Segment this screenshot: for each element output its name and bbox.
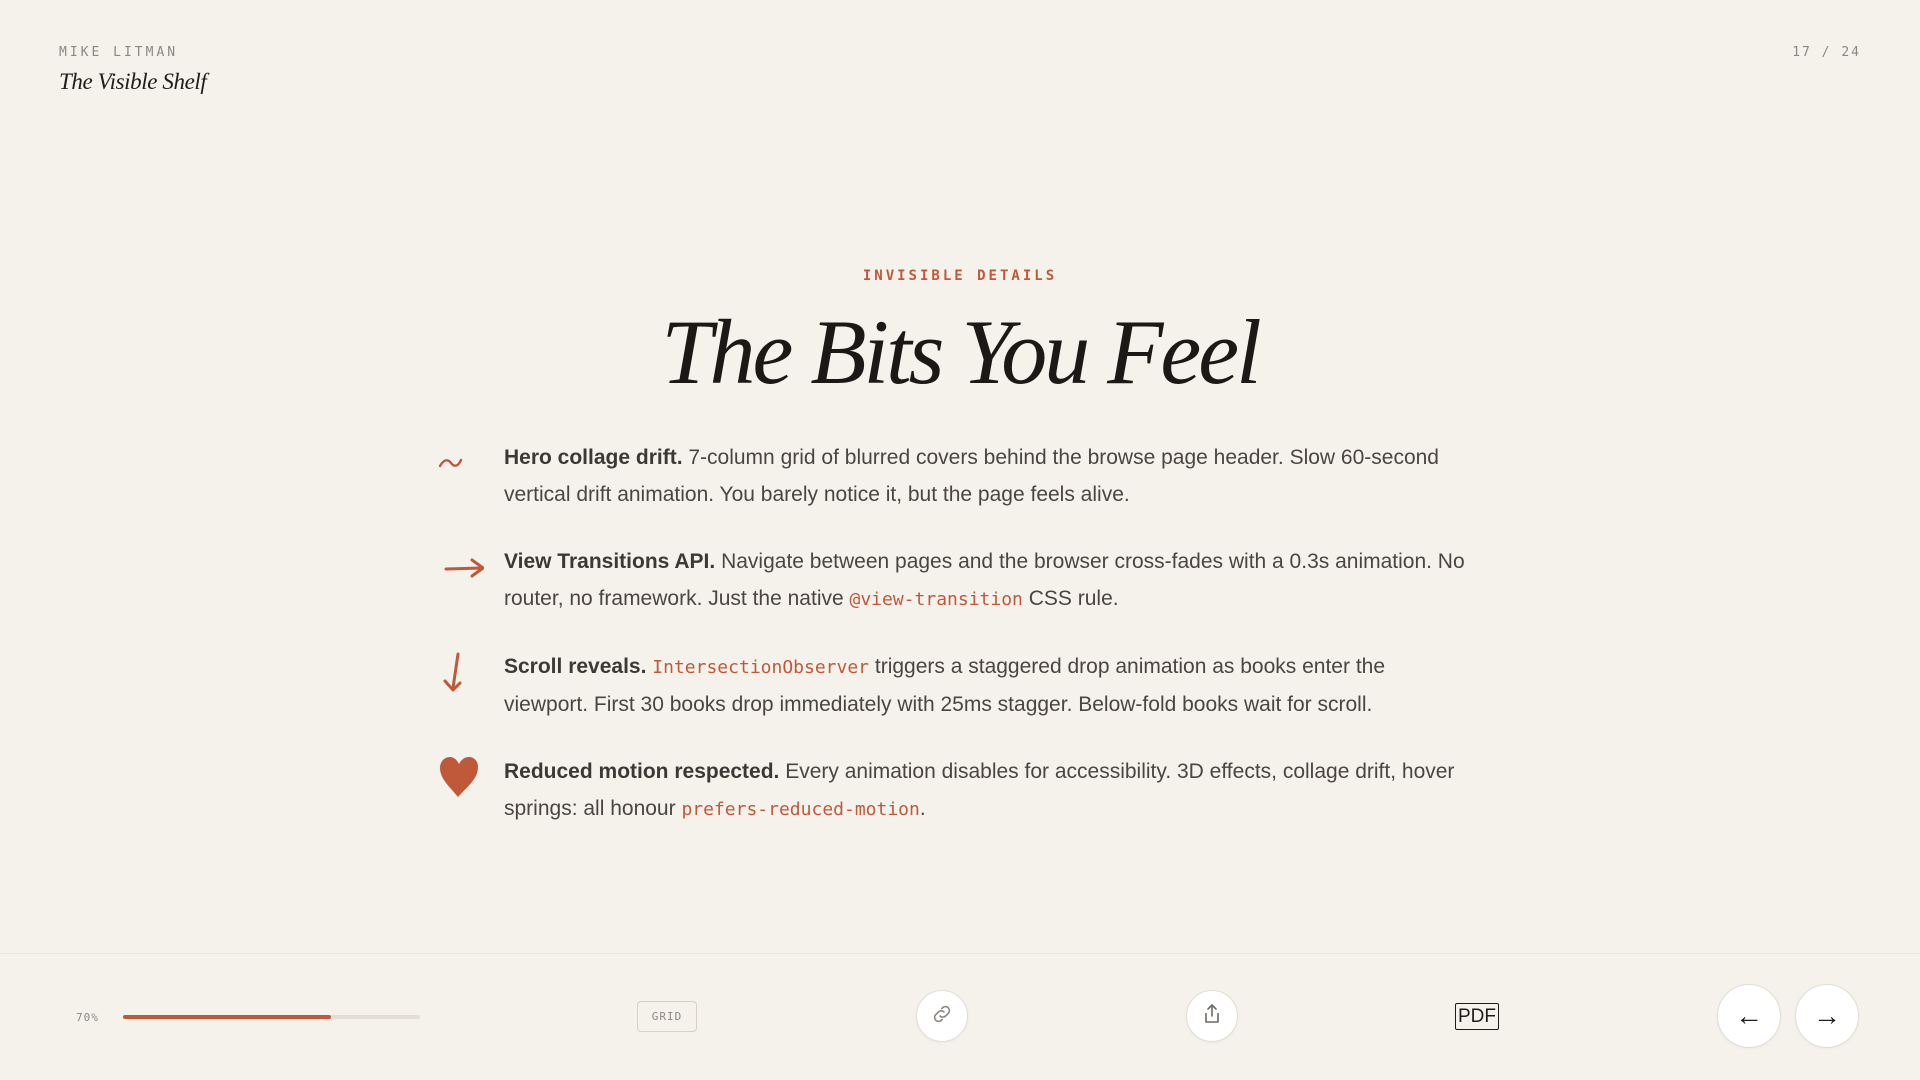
progress-bar[interactable]: [123, 1015, 420, 1019]
feature-heading: Scroll reveals.: [504, 655, 647, 678]
feature-heading: View Transitions API.: [504, 550, 716, 573]
heart-icon: [436, 753, 504, 813]
share-icon: [1200, 1002, 1224, 1031]
share-button[interactable]: [1186, 990, 1238, 1042]
feature-body-end: triggers a staggered drop animation as books enter the viewport. First 30 books drop immediately with 25ms stagger. Below-fold books wait for scroll.: [504, 655, 1386, 716]
feature-body-end: CSS rule.: [1022, 587, 1119, 610]
link-icon: [930, 1002, 954, 1031]
feature-body: Navigate between pages and the browser cross-fades with a 0.3s animation. No router, no framework. Just the native: [504, 550, 1465, 610]
copy-link-button[interactable]: [916, 990, 968, 1042]
previous-slide-button[interactable]: ←: [1717, 984, 1781, 1048]
slide-title: The Bits You Feel: [661, 301, 1259, 403]
feature-text: [504, 753, 1474, 828]
site-title: The Visible Shelf: [59, 69, 207, 94]
feature-list: [436, 439, 1476, 858]
progress-label: 70%: [76, 1011, 99, 1024]
author-name: MIKE LITMAN: [59, 45, 179, 60]
feature-body: Every animation disables for accessibility. 3D effects, collage drift, hover springs: all honour: [504, 760, 1455, 820]
feature-item: [436, 543, 1476, 618]
pdf-export-button[interactable]: PDF: [1455, 1003, 1499, 1030]
feature-item: [436, 648, 1476, 723]
tilde-squiggle-icon: [436, 439, 504, 499]
arrow-down-icon: [436, 648, 504, 708]
feature-text: [504, 648, 1474, 723]
code-snippet: IntersectionObserver: [652, 657, 870, 678]
grid-view-button[interactable]: GRID: [637, 1001, 697, 1032]
feature-body: 7-column grid of blurred covers behind the browse page header. Slow 60-second vertical drift animation. You barely notice it, but the page feels alive.: [504, 446, 1439, 506]
feature-item: [436, 753, 1476, 828]
feature-text: [504, 439, 1474, 513]
footer-divider: [0, 953, 1920, 954]
feature-item: [436, 439, 1476, 513]
next-slide-button[interactable]: →: [1795, 984, 1859, 1048]
feature-heading: Reduced motion respected.: [504, 760, 780, 783]
slide-eyebrow: INVISIBLE DETAILS: [862, 268, 1058, 284]
feature-heading: Hero collage drift.: [504, 446, 683, 469]
brand: [59, 44, 206, 95]
feature-text: [504, 543, 1474, 618]
progress-fill: [123, 1015, 331, 1019]
code-snippet: @view-transition: [849, 589, 1023, 610]
slide-counter: 17 / 24: [1792, 45, 1861, 60]
code-snippet: prefers-reduced-motion: [681, 799, 920, 820]
arrow-right-icon: [436, 543, 504, 603]
feature-body-end: .: [919, 797, 926, 820]
